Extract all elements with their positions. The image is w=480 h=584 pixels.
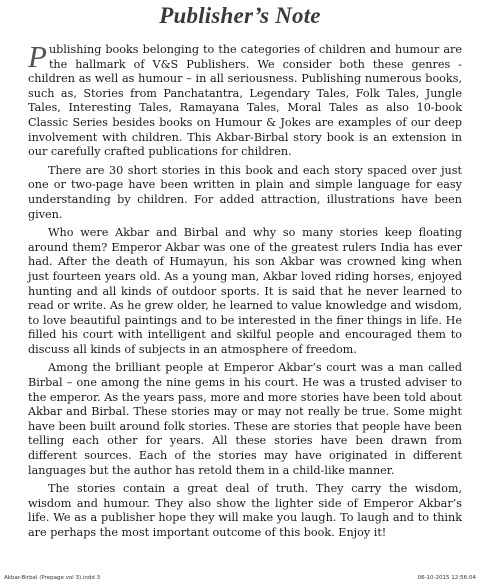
print-footer (4, 575, 476, 581)
paragraph-5: The stories contain a great deal of truth. They carry the wisdom, wisdom and humour. They also show the lighter side of Emperor Akbar’s life. We as a publisher hope they will make you laugh. To laugh and to think are perhaps the most important outcome of this book. Enjoy it! (28, 482, 462, 539)
paragraph-1 (28, 39, 462, 160)
paragraph-2: There are 30 short stories in this book and each story spaced over just one or two-page have been written in plain and simple language for easy understanding by children. For added attraction, illustrations have been given. (28, 163, 462, 221)
paragraph-1-text: ublishing books belonging to the categories of children and humour are the hallmark of V&S Publishers. We consider both these genres - children as well as humour – in all seriousness. Publishing numerous books, such as, Stories from Panchatantra, Legendary Tales, Folk Tales, Jungle Tales, Interesting Tales, Ramayana Tales, Moral Tales as also 10-book Classic Series besides books on Humour & Jokes are examples of our deep involvement with children. This Akbar-Birbal story book is an extension in our carefully crafted publications for children. (28, 43, 462, 159)
drop-cap: P (28, 39, 47, 74)
footer-file-label: Akbar-Birbal (Prepage vol 3).indd 3 (4, 575, 101, 581)
article-body (28, 39, 462, 545)
page-title: Publisher’s Note (159, 3, 321, 28)
paragraph-3: Who were Akbar and Birbal and why so many stories keep floating around them? Emperor Akbar was one of the greatest rulers India has ever had. After the death of Humayun, his son Akbar was crowned king when just fourteen years old. As a young man, Akbar loved riding horses, enjoyed hunting and all kinds of outdoor sports. It is said that he never learned to read or write. As he grew older, he learned to value knowledge and wisdom, to love beautiful paintings and to be interested in the finer things in life. He filled his court with intelligent and skilful people and encouraged them to discuss all kinds of subjects in an atmosphere of freedom. (28, 226, 462, 356)
paragraph-4: Among the brilliant people at Emperor Akbar’s court was a man called Birbal – one among the nine gems in his court. He was a trusted adviser to the emperor. As the years pass, more and more stories have been told about Akbar and Birbal. These stories may or may not really be true. Some might have been built around folk stories. These are stories that people have been telling each other for years. All these stories have been drawn from different sources. Each of the stories may have originated in different languages but the author has retold them in a child-like manner. (28, 361, 462, 477)
footer-timestamp: 06-10-2015 12:56:04 (417, 575, 476, 581)
